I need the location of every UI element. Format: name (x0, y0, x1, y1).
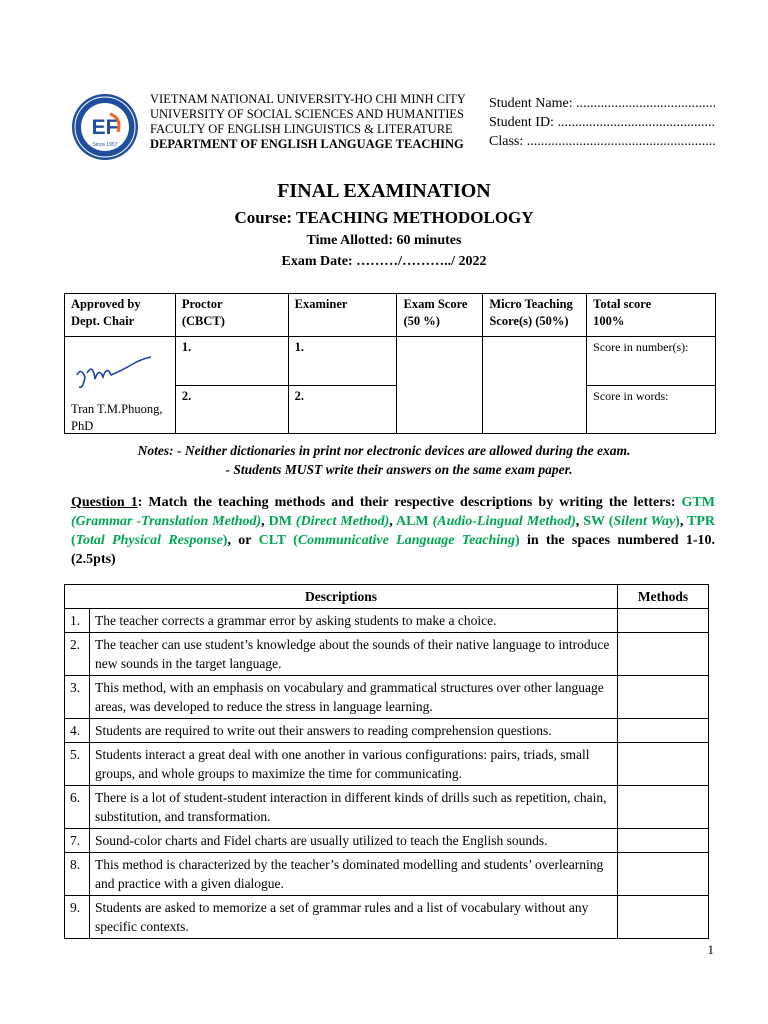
header-approved-by: Approved by Dept. Chair (65, 294, 176, 337)
logo-year: Since 1957 (92, 142, 118, 148)
method-answer-cell[interactable] (618, 633, 709, 676)
institution-line: VIETNAM NATIONAL UNIVERSITY-HO CHI MINH CITY (150, 92, 466, 106)
exam-title: FINAL EXAMINATION (277, 180, 491, 202)
description: Students are asked to memorize a set of grammar rules and a list of vocabulary without any specific contexts. (90, 896, 618, 939)
table-row: 6. There is a lot of student-student interaction in different kinds of drills such as repetition, chain, substitution, and transformation. (65, 786, 709, 829)
header-micro-teaching: Micro Teaching Score(s) (50%) (483, 294, 587, 337)
descriptions-header: Descriptions (65, 585, 618, 609)
student-class-field[interactable]: Class: ...................................................... (489, 134, 716, 149)
header-examiner: Examiner (288, 294, 397, 337)
description: The teacher can use student’s knowledge about the sounds of their native language to introduce new sounds in the target language. (90, 633, 618, 676)
table-row: 7. Sound-color charts and Fidel charts are usually utilized to teach the English sounds. (65, 829, 709, 853)
student-info-block (489, 94, 716, 151)
course-title: Course: TEACHING METHODOLOGY (234, 208, 534, 227)
proctor-1[interactable]: 1. (175, 337, 288, 386)
approver-title: PhD (71, 419, 94, 433)
method-answer-cell[interactable] (618, 853, 709, 896)
department-name: DEPARTMENT OF ENGLISH LANGUAGE TEACHING (150, 137, 464, 151)
table-row: 4. Students are required to write out their answers to reading comprehension questions. (65, 719, 709, 743)
examiner-1[interactable]: 1. (288, 337, 397, 386)
method-answer-cell[interactable] (618, 719, 709, 743)
student-id-field[interactable]: Student ID: ............................................. (489, 115, 715, 130)
matching-table (64, 584, 709, 939)
score-in-words[interactable]: Score in words: (587, 385, 716, 434)
header-proctor: Proctor (CBCT) (175, 294, 288, 337)
notes-block (0, 441, 768, 479)
table-row: 8. This method is characterized by the teacher’s dominated modelling and students’ overlearning and practice with a given dialogue. (65, 853, 709, 896)
proctor-2[interactable]: 2. (175, 385, 288, 434)
description: There is a lot of student-student interaction in different kinds of drills such as repetition, chain, substitution, and transformation. (90, 786, 618, 829)
method-answer-cell[interactable] (618, 743, 709, 786)
method-answer-cell[interactable] (618, 896, 709, 939)
method-answer-cell[interactable] (618, 676, 709, 719)
institution-line: UNIVERSITY OF SOCIAL SCIENCES AND HUMANITIES (150, 107, 465, 121)
description: Sound-color charts and Fidel charts are usually utilized to teach the English sounds. (90, 829, 618, 853)
table-row: 1. The teacher corrects a grammar error by asking students to make a choice. (65, 609, 709, 633)
page-number: 1 (707, 942, 714, 957)
methods-header: Methods (618, 585, 709, 609)
signature-icon (71, 353, 161, 393)
method-answer-cell[interactable] (618, 786, 709, 829)
exam-date: Exam Date: ………/………../ 2022 (281, 254, 487, 269)
score-in-numbers[interactable]: Score in number(s): (587, 337, 716, 386)
table-row: 9. Students are asked to memorize a set of grammar rules and a list of vocabulary without any specific contexts. (65, 896, 709, 939)
table-row: 5. Students interact a great deal with one another in various configurations: pairs, triads, small groups, and whole groups to maximize the time for communicating. (65, 743, 709, 786)
description: This method is characterized by the teacher’s dominated modelling and students’ overlearning and practice with a given dialogue. (90, 853, 618, 896)
university-logo (70, 92, 140, 162)
description: This method, with an emphasis on vocabulary and grammatical structures over other language areas, was developed to reduce the stress in language learning. (90, 676, 618, 719)
student-name-field[interactable]: Student Name: ........................................ (489, 96, 717, 111)
time-allotted: Time Allotted: 60 minutes (306, 233, 462, 248)
question-label: Question 1 (71, 495, 138, 510)
table-row: 3. This method, with an emphasis on vocabulary and grammatical structures over other language areas, was developed to reduce the stress in language learning. (65, 676, 709, 719)
logo-letters: EF (91, 116, 119, 139)
header-exam-score: Exam Score (50 %) (397, 294, 483, 337)
description: The teacher corrects a grammar error by asking students to make a choice. (90, 609, 618, 633)
micro-teaching-cell[interactable] (483, 337, 587, 434)
method-answer-cell[interactable] (618, 609, 709, 633)
table-row: 2. The teacher can use student’s knowledge about the sounds of their native language to introduce new sounds in the target language. (65, 633, 709, 676)
examiner-2[interactable]: 2. (288, 385, 397, 434)
approver-name: Tran T.M.Phuong, (71, 402, 163, 416)
header-total-score: Total score 100% (587, 294, 716, 337)
description: Students are required to write out their answers to reading comprehension questions. (90, 719, 618, 743)
approver-cell (65, 337, 176, 434)
exam-score-cell[interactable] (397, 337, 483, 434)
note-line-2: - Students MUST write their answers on the same exam paper. (225, 462, 573, 477)
approval-table (64, 293, 716, 434)
question-1-prompt: Question 1: Match the teaching methods and their respective descriptions by writing the letters: GTM (Grammar -Translation Method), DM (Direct Method), ALM (Audio-Lingual Method), SW (Silent Way), TPR (Total Physical Response), or CLT (Communicative Language Teaching) in the spaces numbered 1-10. (2.5pts) (71, 495, 716, 567)
description: Students interact a great deal with one another in various configurations: pairs, triads, small groups, and whole groups to maximize the time for communicating. (90, 743, 618, 786)
method-answer-cell[interactable] (618, 829, 709, 853)
note-line-1: Notes: - Neither dictionaries in print nor electronic devices are allowed during the exam. (137, 443, 631, 458)
institution-block (150, 92, 466, 152)
institution-line: FACULTY OF ENGLISH LINGUISTICS & LITERATURE (150, 122, 453, 136)
